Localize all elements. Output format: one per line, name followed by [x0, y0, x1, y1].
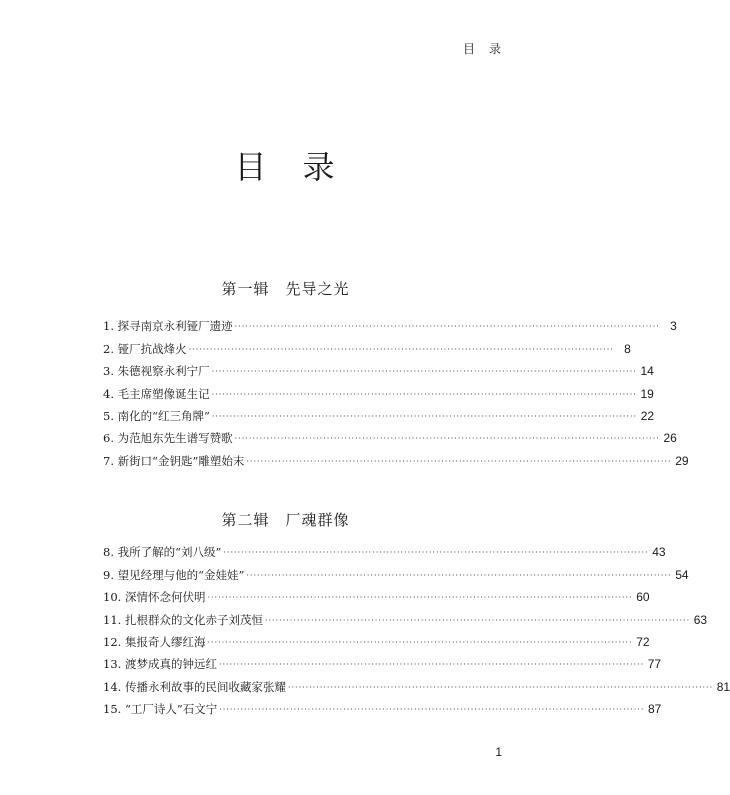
dot-leader: ························································································································: [211, 367, 637, 377]
dot-leader: ························································································································: [246, 570, 672, 580]
toc-entry-page: 26: [663, 431, 677, 446]
toc-entry-title: 4. 毛主席塑像诞生记: [103, 386, 210, 401]
toc-entry[interactable]: [103, 672, 730, 694]
dot-leader: ························································································································: [211, 411, 638, 421]
toc-list-section-1: [103, 312, 689, 469]
toc-entry-page: 22: [640, 408, 655, 423]
toc-entry-page: 43: [652, 545, 666, 560]
toc-entry-page: 63: [693, 612, 708, 627]
toc-entry[interactable]: [103, 402, 655, 424]
toc-entry[interactable]: [103, 650, 662, 672]
toc-entry-page: 77: [647, 657, 662, 672]
page-number: 1: [495, 745, 502, 759]
toc-entry[interactable]: [103, 424, 677, 446]
dot-leader: ························································································································: [246, 456, 672, 466]
dot-leader: ························································································································: [207, 637, 633, 647]
toc-entry-title: 2. 铔厂抗战烽火: [103, 341, 187, 356]
toc-entry-title: 7. 新街口“金钥匙”雕塑始末: [103, 453, 245, 468]
toc-entry-title: 12. 集报奇人缪红海: [103, 634, 206, 649]
toc-entry-title: 6. 为范旭东先生谱写赞歌: [103, 431, 233, 446]
toc-entry[interactable]: [103, 446, 689, 468]
page-title: 目 录: [234, 148, 337, 186]
toc-entry[interactable]: [103, 379, 654, 401]
toc-entry[interactable]: [103, 695, 662, 717]
toc-entry-title: 1. 探寻南京永利铔厂遗迹: [103, 319, 233, 334]
dot-leader: ························································································································: [234, 322, 660, 332]
toc-entry-title: 5. 南化的“红三角牌”: [103, 408, 210, 423]
toc-entry-title: 3. 朱德视察永利宁厂: [103, 364, 210, 379]
toc-entry-page: 3: [670, 319, 677, 334]
toc-list-section-2: [103, 538, 730, 717]
toc-entry-title: 11. 扎根群众的文化赤子刘茂恒: [103, 612, 263, 627]
toc-entry[interactable]: [103, 628, 650, 650]
toc-entry-page: 54: [675, 567, 689, 582]
toc-entry-title: 8. 我所了解的“刘八级”: [103, 545, 222, 560]
toc-entry[interactable]: [103, 334, 631, 356]
dot-leader: ························································································································: [207, 593, 633, 603]
toc-entry[interactable]: [103, 560, 689, 582]
toc-entry-title: 10. 深情怀念何伏明: [103, 590, 206, 605]
running-head: 目 录: [462, 42, 502, 56]
toc-entry-title: 14. 传播永利故事的民间收藏家张耀: [103, 679, 286, 694]
toc-entry-page: 29: [675, 453, 689, 468]
dot-leader: ························································································································: [287, 682, 714, 692]
toc-entry[interactable]: [103, 583, 650, 605]
dot-leader: ························································································································: [211, 389, 637, 399]
dot-leader: ························································································································: [264, 615, 691, 625]
toc-entry-title: 15. “工厂诗人”石文宁: [103, 702, 218, 717]
section-heading-1: 第一辑 先导之光: [221, 280, 350, 298]
toc-entry-title: 9. 望见经理与他的“金娃娃”: [103, 567, 245, 582]
dot-leader: ························································································································: [219, 705, 645, 715]
toc-entry-page: 72: [636, 634, 650, 649]
section-heading-2: 第二辑 厂魂群像: [221, 511, 350, 529]
toc-entry-page: 14: [640, 364, 654, 379]
dot-leader: ························································································································: [234, 434, 660, 444]
toc-entry[interactable]: [103, 538, 666, 560]
toc-entry-page: 81: [716, 679, 730, 694]
dot-leader: ························································································································: [188, 344, 614, 354]
toc-entry[interactable]: [103, 312, 677, 334]
dot-leader: ························································································································: [223, 548, 649, 558]
toc-entry-page: 8: [624, 341, 631, 356]
toc-entry[interactable]: [103, 605, 708, 627]
toc-entry[interactable]: [103, 357, 654, 379]
dot-leader: ························································································································: [218, 660, 645, 670]
toc-entry-page: 19: [640, 386, 654, 401]
toc-entry-page: 60: [636, 590, 650, 605]
toc-entry-title: 13. 渡梦成真的钟远红: [103, 657, 217, 672]
toc-entry-page: 87: [648, 702, 662, 717]
